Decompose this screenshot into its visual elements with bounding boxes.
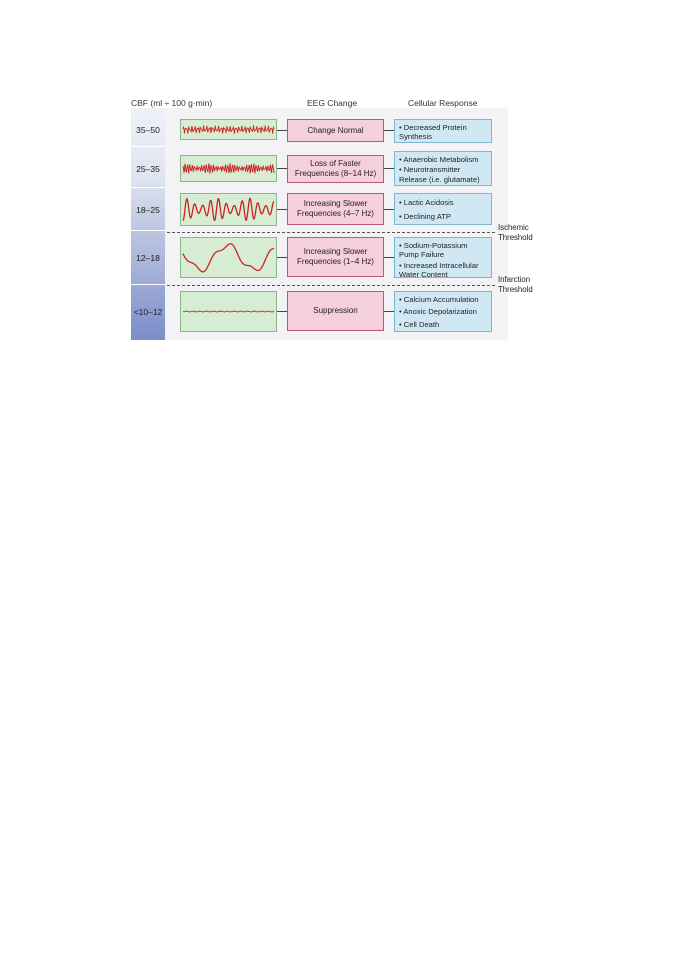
eeg-change-box: Change Normal [287, 119, 384, 142]
waveform-trace [183, 163, 274, 173]
cbf-range-label: 35–50 [136, 125, 160, 135]
cellular-response-box [394, 119, 492, 143]
cellular-response-box [394, 291, 492, 332]
eeg-change-box: Suppression [287, 291, 384, 331]
eeg-waveform-box [180, 119, 277, 140]
waveform-trace [183, 198, 274, 220]
cellular-response-item: • Declining ATP [399, 212, 451, 222]
cellular-response-box [394, 237, 492, 278]
eeg-column-header: EEG Change [307, 98, 358, 108]
ischemic-threshold-label: Ischemic Threshold [498, 223, 533, 242]
cellular-response-item: • Anaerobic Metabolism [399, 155, 479, 164]
eeg-waveform [181, 156, 276, 181]
eeg-waveform [181, 120, 276, 139]
cbf-gradient-bar [131, 108, 165, 340]
cbf-range-label: 12–18 [136, 253, 160, 263]
connector-line [384, 209, 394, 210]
cbf-band-divider [131, 146, 165, 147]
cbf-band-divider [131, 284, 165, 285]
eeg-change-box: Increasing Slower Frequencies (1–4 Hz) [287, 237, 384, 277]
eeg-waveform [181, 194, 276, 225]
cbf-band-divider [131, 187, 165, 188]
cbf-range-label: 25–35 [136, 164, 160, 174]
waveform-trace [183, 125, 274, 133]
eeg-waveform-box [180, 291, 277, 332]
cellular-response-item: • Calcium Accumulation [399, 295, 479, 304]
cellular-response-item: • Anoxic Depolarization [399, 307, 477, 317]
connector-line [384, 168, 394, 169]
cellular-column-header: Cellular Response [408, 98, 478, 108]
eeg-change-box: Loss of Faster Frequencies (8–14 Hz) [287, 155, 384, 183]
connector-line [277, 311, 287, 312]
cellular-response-item: • Neurotransmitter Release (i.e. glutamate) [399, 165, 480, 184]
cellular-response-item: • Decreased Protein Synthesis [399, 123, 467, 142]
eeg-change-box: Increasing Slower Frequencies (4–7 Hz) [287, 193, 384, 225]
connector-line [277, 168, 287, 169]
infarction-threshold-label: Infarction Threshold [498, 275, 533, 294]
connector-line [384, 130, 394, 131]
cellular-response-item: • Lactic Acidosis [399, 198, 454, 207]
waveform-trace [183, 244, 274, 272]
eeg-waveform-box [180, 155, 277, 182]
eeg-waveform-box [180, 193, 277, 226]
eeg-waveform-box [180, 237, 277, 278]
connector-line [384, 311, 394, 312]
cellular-response-item: • Sodium-Potassium Pump Failure [399, 241, 468, 260]
cbf-band-divider [131, 230, 165, 231]
connector-line [277, 257, 287, 258]
cbf-range-label: <10–12 [133, 307, 163, 317]
infarction-threshold-line [167, 285, 495, 286]
eeg-waveform [181, 238, 276, 277]
cbf-column-header: CBF (ml ÷ 100 g·min) [131, 98, 213, 108]
eeg-waveform [181, 292, 276, 331]
connector-line [384, 257, 394, 258]
cbf-range-label: 18–25 [136, 205, 160, 215]
cellular-response-item: • Increased Intracellular Water Content [399, 260, 479, 279]
connector-line [277, 209, 287, 210]
waveform-trace [183, 311, 274, 312]
cellular-response-box [394, 193, 492, 225]
connector-line [277, 130, 287, 131]
ischemic-threshold-line [167, 232, 495, 233]
cellular-response-item: • Cell Death [399, 319, 440, 329]
cellular-response-box [394, 151, 492, 186]
